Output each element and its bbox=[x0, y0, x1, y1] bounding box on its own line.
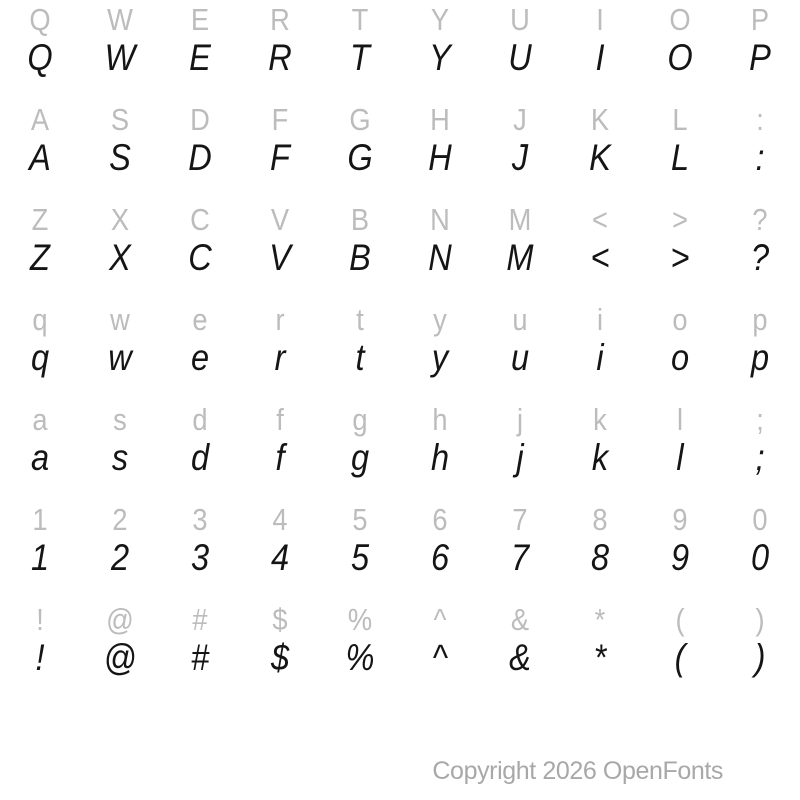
glyph: 3 bbox=[190, 537, 210, 578]
glyph: s bbox=[111, 437, 129, 478]
glyph: 0 bbox=[752, 502, 768, 537]
specimen-row-gray bbox=[0, 502, 800, 538]
glyph: s bbox=[113, 402, 127, 437]
glyph: Q bbox=[27, 37, 53, 78]
glyph: @ bbox=[103, 637, 137, 678]
glyph: D bbox=[190, 102, 210, 137]
glyph: X bbox=[109, 237, 131, 278]
glyph: j bbox=[516, 402, 524, 437]
glyph: C bbox=[188, 237, 212, 278]
glyph: d bbox=[190, 437, 210, 478]
glyph: J bbox=[511, 137, 529, 178]
glyph: W bbox=[107, 2, 133, 37]
specimen-row-pair bbox=[0, 500, 800, 600]
glyph: & bbox=[510, 602, 530, 637]
glyph: o bbox=[670, 337, 690, 378]
glyph: w bbox=[108, 337, 132, 378]
specimen-row-italic bbox=[0, 38, 800, 78]
glyph: 7 bbox=[510, 537, 530, 578]
glyph: < bbox=[592, 202, 608, 237]
specimen-row-pair bbox=[0, 200, 800, 300]
specimen-row-italic bbox=[0, 538, 800, 578]
glyph: % bbox=[347, 602, 373, 637]
glyph: ? bbox=[750, 237, 770, 278]
glyph: E bbox=[189, 37, 211, 78]
glyph: 8 bbox=[590, 537, 610, 578]
glyph: q bbox=[30, 337, 50, 378]
specimen-row-gray bbox=[0, 102, 800, 138]
glyph: B bbox=[350, 202, 370, 237]
glyph: U bbox=[508, 37, 532, 78]
glyph: ! bbox=[35, 637, 45, 678]
glyph: < bbox=[590, 237, 610, 278]
glyph: ^ bbox=[433, 602, 447, 637]
glyph: Y bbox=[430, 2, 450, 37]
glyph: K bbox=[590, 102, 610, 137]
glyph: k bbox=[593, 402, 607, 437]
glyph: 9 bbox=[670, 537, 690, 578]
glyph: U bbox=[510, 2, 530, 37]
glyph: i bbox=[596, 337, 604, 378]
glyph: K bbox=[589, 137, 611, 178]
glyph: ) bbox=[754, 637, 766, 678]
glyph: $ bbox=[272, 602, 288, 637]
glyph: S bbox=[110, 102, 130, 137]
glyph: u bbox=[510, 337, 530, 378]
specimen-row-pair bbox=[0, 0, 800, 100]
glyph: L bbox=[670, 137, 690, 178]
glyph: N bbox=[428, 237, 452, 278]
specimen-row-italic bbox=[0, 238, 800, 278]
specimen-row-pair bbox=[0, 300, 800, 400]
glyph: I bbox=[596, 2, 604, 37]
glyph: B bbox=[349, 237, 371, 278]
glyph: l bbox=[676, 402, 684, 437]
glyph: : bbox=[756, 102, 764, 137]
glyph: @ bbox=[106, 602, 134, 637]
glyph: o bbox=[672, 302, 688, 337]
glyph: F bbox=[270, 137, 290, 178]
glyph: a bbox=[30, 437, 50, 478]
glyph: 5 bbox=[352, 502, 368, 537]
glyph: M bbox=[508, 202, 532, 237]
copyright-text: Copyright 2026 OpenFonts bbox=[432, 757, 723, 785]
specimen-row-italic bbox=[0, 438, 800, 478]
glyph: Y bbox=[429, 37, 451, 78]
glyph: ; bbox=[755, 437, 765, 478]
glyph: 1 bbox=[30, 537, 50, 578]
glyph: u bbox=[512, 302, 528, 337]
glyph: g bbox=[352, 402, 368, 437]
glyph: p bbox=[750, 337, 770, 378]
glyph: ( bbox=[674, 637, 686, 678]
glyph: 7 bbox=[512, 502, 528, 537]
specimen-row-gray bbox=[0, 402, 800, 438]
glyph: r bbox=[274, 337, 286, 378]
glyph: d bbox=[192, 402, 208, 437]
glyph: M bbox=[506, 237, 534, 278]
glyph: W bbox=[104, 37, 136, 78]
glyph: & bbox=[509, 637, 531, 678]
glyph: 0 bbox=[750, 537, 770, 578]
glyph: H bbox=[428, 137, 452, 178]
glyph: G bbox=[347, 137, 373, 178]
glyph: H bbox=[430, 102, 450, 137]
glyph: F bbox=[271, 102, 289, 137]
glyph: a bbox=[32, 402, 48, 437]
glyph: L bbox=[672, 102, 688, 137]
glyph: ^ bbox=[432, 637, 448, 678]
glyph: I bbox=[595, 37, 605, 78]
glyph: 8 bbox=[592, 502, 608, 537]
glyph: $ bbox=[270, 637, 290, 678]
glyph: A bbox=[29, 137, 51, 178]
glyph: e bbox=[192, 302, 208, 337]
glyph: S bbox=[109, 137, 131, 178]
glyph: h bbox=[430, 437, 450, 478]
glyph: E bbox=[190, 2, 210, 37]
glyph: 1 bbox=[32, 502, 48, 537]
glyph: O bbox=[669, 2, 691, 37]
glyph: R bbox=[268, 37, 292, 78]
glyph: > bbox=[670, 237, 690, 278]
glyph: 2 bbox=[112, 502, 128, 537]
glyph: Q bbox=[29, 2, 51, 37]
glyph: T bbox=[350, 37, 370, 78]
glyph: w bbox=[110, 302, 130, 337]
glyph: g bbox=[350, 437, 370, 478]
glyph: y bbox=[431, 337, 449, 378]
specimen-row-italic bbox=[0, 138, 800, 178]
glyph: X bbox=[110, 202, 130, 237]
glyph: 4 bbox=[272, 502, 288, 537]
glyph: V bbox=[269, 237, 291, 278]
glyph: P bbox=[750, 2, 770, 37]
glyph: f bbox=[275, 437, 285, 478]
glyph: * bbox=[593, 637, 607, 678]
specimen-row-gray bbox=[0, 2, 800, 38]
specimen-row-gray bbox=[0, 202, 800, 238]
glyph: R bbox=[270, 2, 290, 37]
glyph: # bbox=[192, 602, 208, 637]
glyph: ( bbox=[675, 602, 685, 637]
glyph: V bbox=[270, 202, 290, 237]
glyph: G bbox=[349, 102, 371, 137]
glyph: q bbox=[32, 302, 48, 337]
glyph: > bbox=[672, 202, 688, 237]
glyph: O bbox=[667, 37, 693, 78]
glyph: ) bbox=[755, 602, 765, 637]
specimen-row-pair bbox=[0, 400, 800, 500]
glyph: f bbox=[276, 402, 284, 437]
glyph: * bbox=[594, 602, 606, 637]
glyph: ! bbox=[36, 602, 44, 637]
specimen-row-pair bbox=[0, 600, 800, 700]
glyph: : bbox=[755, 137, 765, 178]
glyph: i bbox=[596, 302, 604, 337]
glyph: # bbox=[190, 637, 210, 678]
glyph: T bbox=[351, 2, 369, 37]
glyph: A bbox=[30, 102, 50, 137]
glyph: P bbox=[749, 37, 771, 78]
glyph: ? bbox=[752, 202, 768, 237]
specimen-row-gray bbox=[0, 602, 800, 638]
glyph: l bbox=[676, 437, 684, 478]
glyph: C bbox=[190, 202, 210, 237]
glyph: J bbox=[513, 102, 527, 137]
glyph: Z bbox=[31, 202, 49, 237]
glyph: y bbox=[433, 302, 447, 337]
glyph: 3 bbox=[192, 502, 208, 537]
glyph: 4 bbox=[270, 537, 290, 578]
glyph: h bbox=[432, 402, 448, 437]
glyph: ; bbox=[756, 402, 764, 437]
glyph: j bbox=[516, 437, 524, 478]
glyph: 6 bbox=[432, 502, 448, 537]
specimen-row-italic bbox=[0, 338, 800, 378]
glyph: 6 bbox=[430, 537, 450, 578]
glyph: r bbox=[275, 302, 285, 337]
glyph: p bbox=[752, 302, 768, 337]
glyph: N bbox=[430, 202, 450, 237]
glyph: k bbox=[591, 437, 609, 478]
glyph: 9 bbox=[672, 502, 688, 537]
specimen-row-pair bbox=[0, 100, 800, 200]
glyph: D bbox=[188, 137, 212, 178]
glyph: Z bbox=[30, 237, 50, 278]
glyph: % bbox=[345, 637, 375, 678]
specimen-row-gray bbox=[0, 302, 800, 338]
glyph: t bbox=[355, 337, 365, 378]
glyph: 2 bbox=[110, 537, 130, 578]
glyph: e bbox=[190, 337, 210, 378]
specimen-row-italic bbox=[0, 638, 800, 678]
glyph: t bbox=[356, 302, 364, 337]
glyph: 5 bbox=[350, 537, 370, 578]
